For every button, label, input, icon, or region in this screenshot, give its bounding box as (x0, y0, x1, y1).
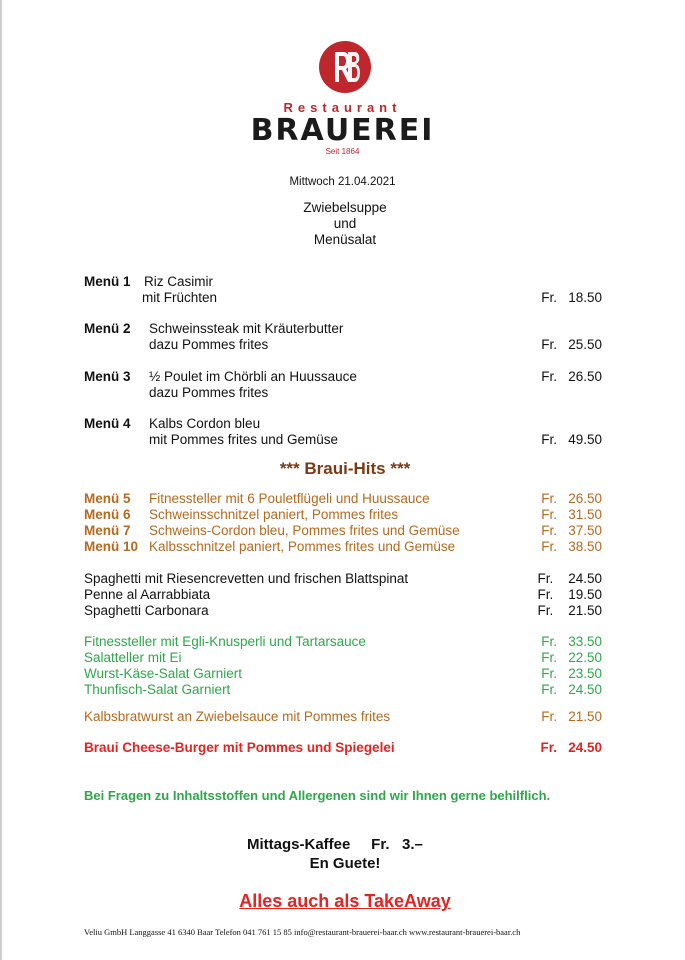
dish-price: Fr. 24.50 (537, 571, 602, 586)
hit-item (84, 523, 602, 539)
dish-price: Fr. 33.50 (541, 634, 602, 649)
menu-label: Menü 7 (84, 523, 131, 538)
brand-since: Seit 1864 (325, 147, 360, 156)
starter-line-1: Zwiebelsuppe (303, 200, 387, 215)
dish-price: Fr. 24.50 (540, 740, 602, 755)
menu-price: Fr. 18.50 (541, 290, 602, 305)
dish-name: Thunfisch-Salat Garniert (84, 682, 231, 697)
dish-name: Fitnessteller mit Egli-Knusperli und Tartarsauce (84, 634, 366, 649)
burger-item (84, 740, 602, 756)
menu-description-2: dazu Pommes frites (149, 385, 269, 400)
dish-name: Spaghetti Carbonara (84, 603, 209, 618)
dish-name: Spaghetti mit Riesencrevetten und frischen Blattspinat (84, 571, 409, 586)
menu-label: Menü 4 (84, 416, 131, 431)
pasta-item (84, 571, 602, 587)
menu-description: Kalbs Cordon bleu (149, 416, 261, 431)
dish-name: Wurst-Käse-Salat Garniert (84, 666, 243, 681)
dish-name: Kalbsbratwurst an Zwiebelsauce mit Pommes frites (84, 709, 391, 724)
menu-item (84, 416, 602, 448)
menu-description: Schweinssteak mit Kräuterbutter (149, 321, 344, 336)
salad-item (84, 682, 602, 698)
dish-price: Fr. 21.50 (541, 709, 602, 724)
menu-label: Menü 1 (84, 274, 131, 289)
hit-item (84, 539, 602, 555)
menu-label: Menü 6 (84, 507, 131, 522)
brand-name: BRAUEREI (250, 113, 435, 148)
menu-price: Fr. 37.50 (541, 523, 602, 538)
starter-line-3: Menüsalat (313, 232, 377, 247)
menu-description: Kalbsschnitzel paniert, Pommes frites und Gemüse (149, 539, 456, 554)
dish-price: Fr. 23.50 (541, 666, 602, 681)
menu-price: Fr. 25.50 (541, 337, 602, 352)
menu-description-2: dazu Pommes frites (149, 337, 269, 352)
pasta-item (84, 603, 602, 619)
menu-item (84, 274, 602, 306)
salad-item (84, 634, 602, 650)
menu-description-2: mit Pommes frites und Gemüse (149, 432, 339, 447)
salad-item (84, 666, 602, 682)
menu-description: Riz Casimir (144, 274, 213, 289)
dish-price: Fr. 22.50 (541, 650, 602, 665)
menu-price: Fr. 38.50 (541, 539, 602, 554)
coffee-offer: Mittags-Kaffee Fr. 3.– (247, 836, 423, 853)
dish-name: Salatteller mit Ei (84, 650, 182, 665)
menu-label: Menü 5 (84, 491, 131, 506)
menu-label: Menü 3 (84, 369, 131, 384)
menu-description: Fitnessteller mit 6 Pouletflügeli und Huussauce (149, 491, 430, 506)
rb-monogram-logo-icon (318, 40, 372, 94)
dish-price: Fr. 24.50 (541, 682, 602, 697)
brand-restaurant: Restaurant (283, 100, 402, 115)
menu-label: Menü 10 (84, 539, 139, 554)
menu-description: Schweinsschnitzel paniert, Pommes frites (149, 507, 399, 522)
hit-item (84, 491, 602, 507)
menu-price: Fr. 49.50 (541, 432, 602, 447)
dish-name: Braui Cheese-Burger mit Pommes und Spiegelei (84, 740, 395, 755)
menu-date: Mittwoch 21.04.2021 (289, 176, 396, 188)
pasta-item (84, 587, 602, 603)
starter-line-2: und (333, 216, 357, 231)
takeaway-banner: Alles auch als TakeAway (239, 891, 451, 911)
menu-description: ½ Poulet im Chörbli an Huussauce (149, 369, 357, 384)
en-guete: En Guete! (309, 855, 381, 872)
footer-contact: Veliu GmbH Langgasse 41 6340 Baar Telefon 041 761 15 85 info@restaurant-brauerei-baar.ch www.restaurant-brauerei-baar.ch (84, 927, 521, 937)
dish-name: Penne al Aarrabbiata (84, 587, 211, 602)
menu-description: Schweins-Cordon bleu, Pommes frites und Gemüse (149, 523, 460, 538)
dish-price: Fr. 21.50 (537, 603, 602, 618)
menu-price: Fr. 31.50 (541, 507, 602, 522)
menu-price: Fr. 26.50 (541, 491, 602, 506)
menu-description-2: mit Früchten (142, 290, 218, 305)
braui-hits-heading: *** Braui-Hits *** (279, 459, 411, 478)
allergen-note: Bei Fragen zu Inhaltsstoffen und Allergenen sind wir Ihnen gerne behilflich. (84, 788, 551, 803)
bratwurst-item (84, 709, 602, 725)
menu-item (84, 369, 602, 401)
salad-item (84, 650, 602, 666)
dish-price: Fr. 19.50 (537, 587, 602, 602)
hit-item (84, 507, 602, 523)
menu-price: Fr. 26.50 (541, 369, 602, 384)
menu-item (84, 321, 602, 353)
menu-label: Menü 2 (84, 321, 131, 336)
